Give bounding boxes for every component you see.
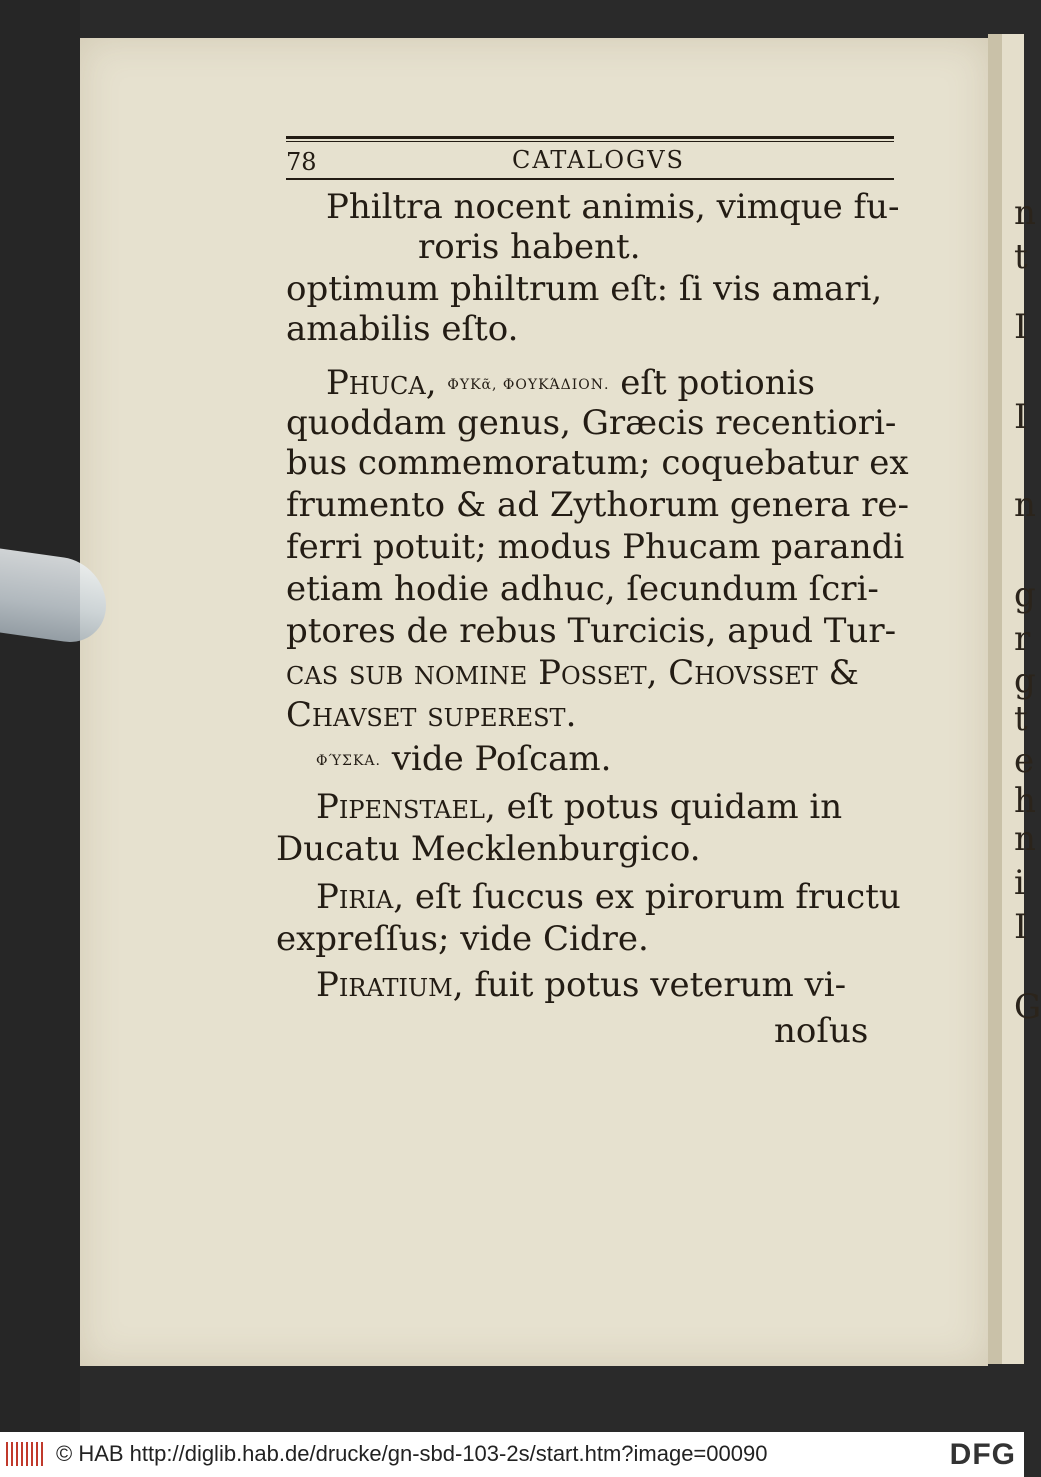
text-line: amabilis eſto. (286, 309, 519, 349)
text-line: roris habent. (418, 227, 641, 267)
header-rule-thin (286, 141, 894, 142)
edge-letter: n (1014, 485, 1036, 525)
entry-phuca: Phuca, ΦΥΚᾶ, ΦΟΥΚΆΔΙΟΝ. eſt potionis (326, 363, 815, 403)
edge-letter: g (1014, 575, 1036, 615)
headword: Piratium (316, 965, 453, 1005)
hab-logo-icon (6, 1442, 46, 1466)
text-line: Philtra nocent animis, vimque fu- (326, 187, 900, 227)
text-line: cas ſub nomine Posset, Chovsset & (286, 653, 859, 693)
greek-gloss: ΦΥΚᾶ, ΦΟΥΚΆΔΙΟΝ. (447, 377, 610, 393)
entry-physka: ΦΎΣΚΑ. vide Poſcam. (316, 739, 612, 779)
entry-piria: Piria, eſt ſuccus ex pirorum fructu (316, 877, 901, 917)
viewer-footer (0, 1432, 1024, 1477)
edge-letter: g (1014, 661, 1036, 701)
text-line: quoddam genus, Græcis recentiori- (286, 403, 897, 443)
edge-letter: n (1014, 193, 1036, 233)
text-line: Chavset ſupereſt. (286, 695, 577, 735)
catchword: noſus (774, 1011, 869, 1051)
dfg-logo: DFG (949, 1438, 1016, 1471)
gutter-shadow (988, 34, 1002, 1364)
text-line: ferri potuit; modus Phucam parandi (286, 527, 905, 567)
running-title: CATALOGVS (512, 146, 685, 174)
edge-letter: e (1014, 741, 1035, 781)
scan-background (0, 0, 80, 1432)
text-line: frumento & ad Zythorum genera re- (286, 485, 910, 525)
edge-letter: I (1014, 307, 1028, 347)
edge-letter: r (1014, 619, 1031, 659)
headword: Piria (316, 877, 394, 917)
text-line: bus commemoratum; coquebatur ex (286, 443, 909, 483)
headword: Pipenstael (316, 787, 485, 827)
edge-letter: I (1014, 907, 1028, 947)
greek-gloss: ΦΎΣΚΑ. (316, 753, 381, 769)
edge-letter: n (1014, 819, 1036, 859)
header-rule-bottom (286, 178, 894, 180)
copyright-link[interactable]: © HAB http://diglib.hab.de/drucke/gn-sbd-103-2s/start.htm?image=00090 (56, 1441, 768, 1466)
text-line: etiam hodie adhuc, ſecundum ſcri- (286, 569, 879, 609)
edge-letter: t (1014, 237, 1028, 277)
entry-piratium: Piratium, fuit potus veterum vi- (316, 965, 847, 1005)
page-number: 78 (286, 148, 317, 176)
text-line: Ducatu Mecklenburgico. (276, 829, 701, 869)
text-line: ptores de rebus Turcicis, apud Tur- (286, 611, 897, 651)
headword: Phuca (326, 363, 426, 403)
edge-letter: t (1014, 699, 1028, 739)
edge-letter: I (1014, 397, 1028, 437)
header-rule-top (286, 136, 894, 139)
text-line: expreſſus; vide Cidre. (276, 919, 649, 959)
edge-letter: G (1014, 987, 1041, 1027)
edge-letter: h (1014, 781, 1036, 821)
text-line: optimum philtrum eſt: ſi vis amari, (286, 269, 883, 309)
edge-letter: i (1014, 863, 1025, 903)
entry-pipenstael: Pipenstael, eſt potus quidam in (316, 787, 843, 827)
